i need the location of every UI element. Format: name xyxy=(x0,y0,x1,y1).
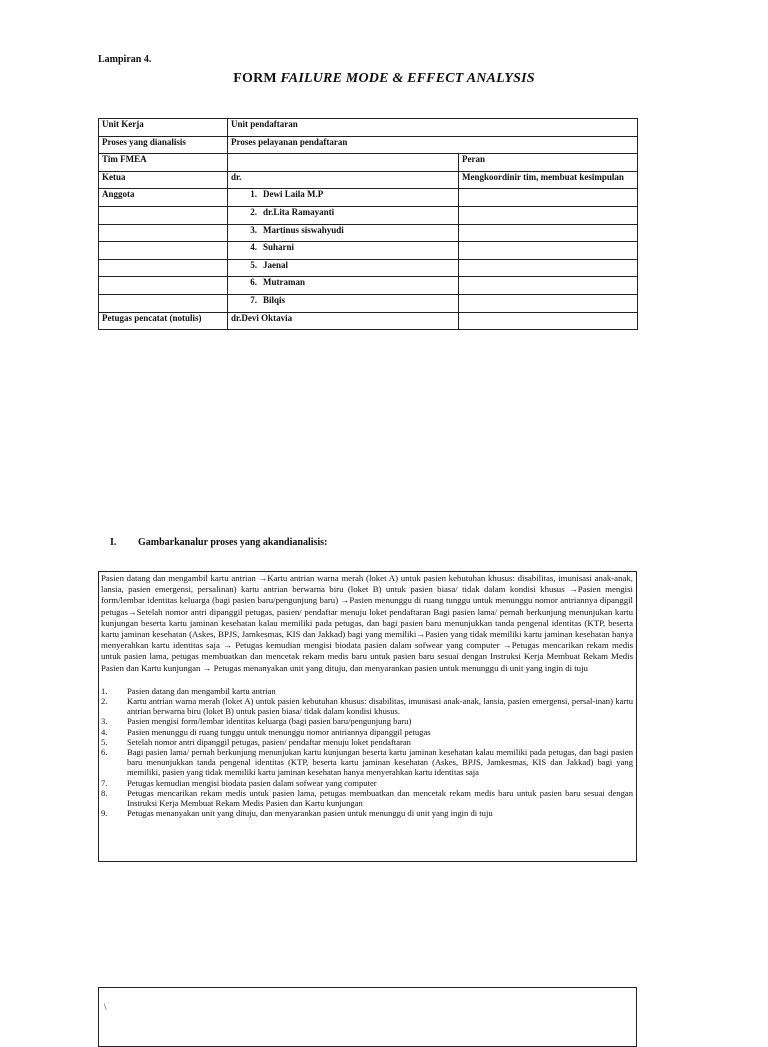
member-name: Martinus siswahyudi xyxy=(263,224,344,235)
table-row xyxy=(99,189,638,207)
step-text: Pasien datang dan mengambil kartu antrian xyxy=(127,685,276,696)
member-name: Bilqis xyxy=(263,294,286,305)
member-name: Jaenal xyxy=(263,259,289,270)
process-flow-box xyxy=(98,571,637,862)
step-text: Petugas kemudian mengisi biodata pasien dalam sofwear yang computer xyxy=(127,777,377,788)
section-heading-text: Gambarkanalur proses yang akandianalisis: xyxy=(138,537,328,548)
fmea-team-table xyxy=(98,118,638,330)
step-number: 4. xyxy=(101,726,108,737)
peran-header: Peran xyxy=(459,154,638,172)
proses-label: Proses yang dianalisis xyxy=(99,136,228,154)
member-number: 1. xyxy=(250,189,257,200)
step-number: 9. xyxy=(101,808,108,819)
list-item xyxy=(101,788,633,808)
table-cell xyxy=(459,189,638,207)
table-row xyxy=(99,224,638,242)
member-number: 2. xyxy=(250,206,257,217)
list-item xyxy=(101,737,633,747)
table-row xyxy=(99,119,638,137)
member-cell xyxy=(228,242,459,260)
table-cell xyxy=(99,277,228,295)
member-cell xyxy=(228,224,459,242)
table-cell xyxy=(99,224,228,242)
table-row xyxy=(99,206,638,224)
table-cell xyxy=(459,294,638,312)
member-number: 6. xyxy=(250,277,257,288)
step-text: Pasien menunggu di ruang tunggu untuk menunggu nomor antriannya dipanggil petugas xyxy=(127,726,431,737)
step-number: 3. xyxy=(101,716,108,727)
member-number: 4. xyxy=(250,242,257,253)
step-text: Petugas mencarikan rekam medis untuk pasien lama, petugas membuatkan dan mencetak rekam medis baru untuk pasien baru sesuai dengan Instruksi Kerja Membuat Rekam Medis Pasien dan Kartu kunjungan xyxy=(127,787,633,809)
step-text: Pasien mengisi form/lembar identitas keluarga (bagi pasien baru/pengunjung baru) xyxy=(127,716,412,727)
step-text: Bagi pasien lama/ pernah berkunjung menunjukan kartu kunjungan beserta kartu jaminan kesehatan kalau memiliki pada petugas, dan bagi pasien baru menunjukkan tanda pengenal identitas (KTP, beserta kartu jaminan kesehatan (Askes, BPJS, Jamkesmas, KIS dan Jakkad) bagi yang memiliki, pasien yang tidak memiliki kartu jaminan kesehatan hanya menyerahkan kartu identitas saja xyxy=(127,747,633,778)
table-row xyxy=(99,259,638,277)
member-number: 5. xyxy=(250,259,257,270)
table-cell xyxy=(459,259,638,277)
proses-value: Proses pelayanan pendaftaran xyxy=(228,136,638,154)
step-number: 8. xyxy=(101,787,108,798)
table-cell xyxy=(459,206,638,224)
step-text: Petugas menanyakan unit yang dituju, dan menyarankan pasien untuk menunggu di unit yang ingin di tuju xyxy=(127,808,493,819)
unit-kerja-value: Unit pendaftaran xyxy=(228,119,638,137)
list-item xyxy=(101,778,633,788)
list-item xyxy=(101,716,633,726)
ketua-value: dr. xyxy=(228,171,459,189)
notulis-label: Petugas pencatat (notulis) xyxy=(99,312,228,330)
section-number: I. xyxy=(110,537,117,548)
section-heading xyxy=(110,537,327,548)
unit-kerja-label: Unit Kerja xyxy=(99,119,228,137)
ketua-peran: Mengkoordinir tim, membuat kesimpulan xyxy=(459,171,638,189)
anggota-label: Anggota xyxy=(99,189,228,207)
table-cell xyxy=(99,206,228,224)
list-item xyxy=(101,747,633,778)
page-title xyxy=(0,71,768,87)
step-number: 1. xyxy=(101,685,108,696)
table-row xyxy=(99,136,638,154)
title-prefix: FORM xyxy=(233,71,281,86)
step-number: 2. xyxy=(101,696,108,707)
process-flow-paragraph: Pasien datang dan mengambil kartu antrian →Kartu antrian warna merah (loket A) untuk pasien kebutuhan khusus: disabilitas, imunisasi anak-anak, lansia, pasien emergensi, persalinan) kartu antrian berwarna biru (loket B) untuk pasien biasa/ tidak dalam kondisi khusus →Pasien mengisi form/lembar identitas keluarga (bagi pasien baru/pengunjung baru) →Pasien menunggu di ruang tunggu untuk menunggu nomor antriannya dipanggil petugas→Setelah nomor antri dipanggil petugas, pasien/ pendaftar menuju loket pendaftaran Bagi pasien lama/ pernah berkunjung menunjukan kartu kunjungan beserta kartu jaminan kesehatan kalau memiliki pada petugas, dan bagi pasien baru menunjukkan tanda pengenal identitas (KTP, beserta kartu jaminan kesehatan (Askes, BPJS, Jamkesmas, KIS dan Jakkad) bagi yang memiliki→Pasien yang tidak memiliki kartu jaminan kesehatan hanya menyerahkan kartu identitas saja → Petugas kemudian mengisi biodata pasien dalam sofwear yang computer →Petugas mencarikan rekam medis untuk pasien lama, petugas membuatkan dan mencetak rekam medis baru untuk pasien baru sesuai dengan Instruksi Kerja Membuat Rekam Medis Pasien dan Kartu kunjungan → Petugas menanyakan unit yang dituju, dan menyarankan pasien untuk menunggu di unit yang ingin di tuju xyxy=(101,573,633,673)
table-cell xyxy=(99,259,228,277)
step-text: Kartu antrian warna merah (loket A) untuk pasien kebutuhan khusus: disabilitas, imunisasi anak-anak, lansia, pasien emergensi, persal-inan) kartu antrian berwarna biru (loket B) untuk pasien biasa/ tidak dalam kondisi khusus. xyxy=(127,696,633,717)
table-cell xyxy=(459,312,638,330)
table-row xyxy=(99,294,638,312)
step-number: 7. xyxy=(101,777,108,788)
member-name: Mutraman xyxy=(263,277,305,288)
table-cell xyxy=(99,242,228,260)
member-name: Dewi Laila M.P xyxy=(263,189,324,200)
title-italic: FAILURE MODE & EFFECT ANALYSIS xyxy=(280,71,535,86)
attachment-label: Lampiran 4. xyxy=(98,54,152,65)
table-cell xyxy=(459,242,638,260)
table-row xyxy=(99,312,638,330)
member-cell xyxy=(228,259,459,277)
step-text: Setelah nomor antri dipanggil petugas, pasien/ pendaftar menuju loket pendaftaran xyxy=(127,736,411,747)
table-row xyxy=(99,171,638,189)
table-cell xyxy=(99,294,228,312)
list-item xyxy=(101,808,633,818)
table-row xyxy=(99,154,638,172)
table-row xyxy=(99,277,638,295)
member-name: Suharni xyxy=(263,242,295,253)
member-number: 3. xyxy=(250,224,257,235)
list-item xyxy=(101,696,633,716)
notulis-value: dr.Devi Oktavia xyxy=(228,312,459,330)
ketua-label: Ketua xyxy=(99,171,228,189)
list-item xyxy=(101,727,633,737)
table-cell xyxy=(228,154,459,172)
next-section-box xyxy=(98,987,637,1047)
step-number: 5. xyxy=(101,736,108,747)
table-row xyxy=(99,242,638,260)
member-cell xyxy=(228,189,459,207)
table-cell xyxy=(459,277,638,295)
table-cell xyxy=(459,224,638,242)
member-name: dr.Lita Ramayanti xyxy=(263,206,335,217)
tim-fmea-label: Tim FMEA xyxy=(99,154,228,172)
member-cell xyxy=(228,206,459,224)
list-item xyxy=(101,686,633,696)
member-number: 7. xyxy=(250,294,257,305)
step-number: 6. xyxy=(101,747,108,758)
stray-mark: \ xyxy=(104,1002,107,1012)
member-cell xyxy=(228,277,459,295)
process-steps-list xyxy=(101,686,633,819)
member-cell xyxy=(228,294,459,312)
